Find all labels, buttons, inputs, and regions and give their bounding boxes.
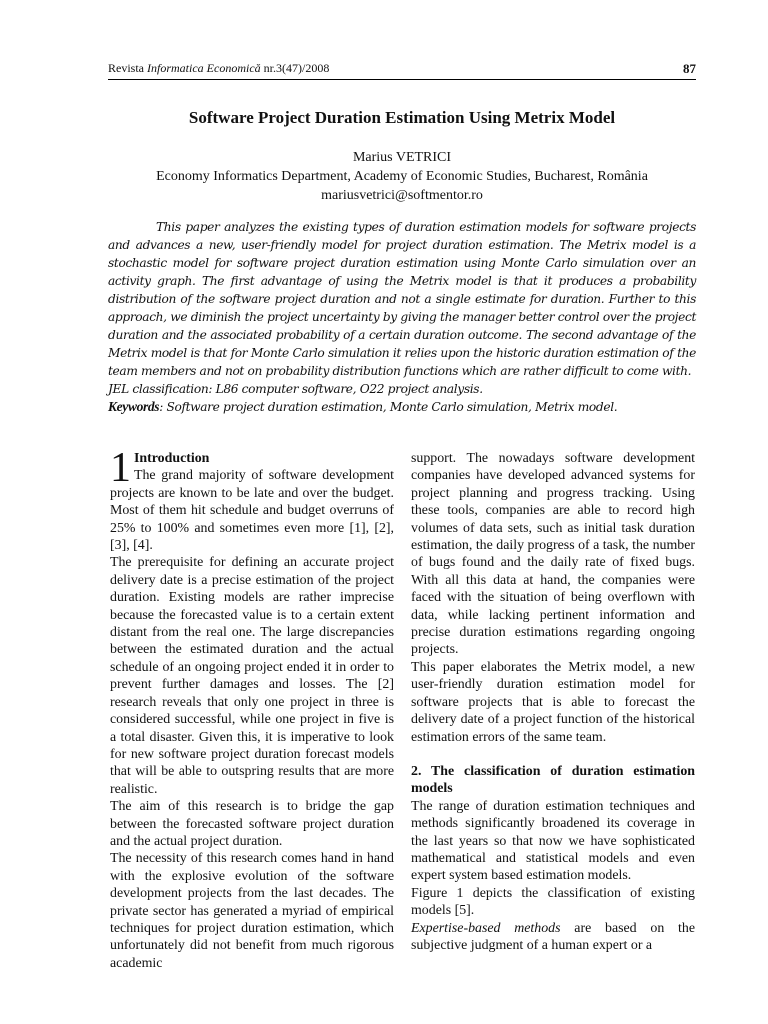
paragraph: The necessity of this research comes hand in hand with the explosive evolution of the software development projects from the last decades. The private sector has generated a myriad of empirical techniques for project duration estimation, which unfortunately did not benefit from much rigorous academic — [110, 851, 394, 971]
jel-classification: JEL classification: L86 computer software, O22 project analysis. — [108, 382, 483, 396]
author-name: Marius VETRICI — [352, 150, 452, 165]
intro-first-paragraph: 1 Introduction The grand majority of software development projects are known to be late and over the budget. Most of them hit schedule and budget overruns of 25% to 100% and sometimes even more [1], [2], [3], [4]. — [110, 445, 394, 554]
running-header — [108, 61, 696, 81]
left-column — [110, 445, 394, 972]
paragraph: The aim of this research is to bridge the gap between the forecasted software project duration and the actual project duration. — [110, 799, 394, 849]
paragraph: The prerequisite for defining an accurate project delivery date is a precise estimation of the project duration. Existing models are rather imprecise because the forecasted value is to a certain extent distant from the real one. The large discrepancies between the estimated duration and the actual schedule of an ongoing project ended it in order to prevent further damages and losses. The [2] research reveals that only one project in three is considered successful, while one project in five is a total disaster. Given this, it is imperative to look for new software project duration forecast models that will be able to outspring results that are more realistic. — [110, 555, 394, 797]
page-number: 87 — [683, 61, 696, 76]
italic-term: Expertise-based methods — [411, 920, 561, 936]
paragraph: This paper elaborates the Metrix model, a new user-friendly duration estimation model for software projects that is able to forecast the delivery date of a project function of the historical estimation errors of the same team. — [411, 659, 695, 745]
author-affiliation: Economy Informatics Department, Academy of Economic Studies, Bucharest, România — [156, 169, 648, 184]
paragraph: support. The nowadays software development companies have developed advanced systems for project planning and progress tracking. Using these tools, companies are able to record high volumes of data sets, such as initial task duration estimation, the daily progress of a task, the number of bugs found and the daily rate of fixed bugs. With all this data at hand, the companies were faced with the situation of being overflown with data, while lacking pertinent information and precise duration estimations regarding ongoing projects. — [411, 451, 695, 658]
author-block — [108, 148, 696, 205]
section-number-dropcap: 1 — [110, 445, 131, 491]
paragraph: Figure 1 depicts the classification of existing models [5]. — [411, 885, 695, 919]
abstract — [108, 218, 696, 416]
spacer — [411, 746, 695, 763]
abstract-text: This paper analyzes the existing types of duration estimation models for software projects and advances a new, user-friendly model for project duration estimation. The Metrix model is a stochastic model for software project duration estimation using Monte Carlo simulation over an activity graph. The first advantage of using the Metrix model is that it produces a probability distribution of the software project duration and not a single estimate for duration. Further to this approach, we diminish the project uncertainty by giving the manager better control over the project duration and the associated probability of a certain duration outcome. The second advantage of the Metrix model is that for Monte Carlo simulation it relies upon the historic duration estimation of the team members and not on probability distribution functions which are rather difficult to come with. — [108, 220, 696, 378]
paragraph: The range of duration estimation techniques and methods significantly broadened its coverage in the last years so that now we have sophisticated mathematical and statistical models and even expert system based estimation models. — [411, 798, 695, 884]
header-divider — [108, 79, 696, 80]
paragraph: Expertise-based methods are based on the subjective judgment of a human expert or a — [411, 920, 695, 953]
section-1-title: Introduction — [134, 451, 210, 466]
author-email[interactable]: mariusvetrici@softmentor.ro — [321, 188, 483, 203]
section-2-title: 2. The classification of duration estimation models — [411, 763, 695, 797]
journal-citation: Revista Informatica Economică nr.3(47)/2008 — [108, 61, 330, 75]
keywords-line — [108, 398, 696, 416]
keywords-text: : Software project duration estimation, Monte Carlo simulation, Metrix model. — [159, 400, 618, 414]
keywords-label: Keywords — [108, 399, 160, 414]
paper-title: Software Project Duration Estimation Using Metrix Model — [188, 108, 616, 127]
right-column — [411, 450, 695, 954]
